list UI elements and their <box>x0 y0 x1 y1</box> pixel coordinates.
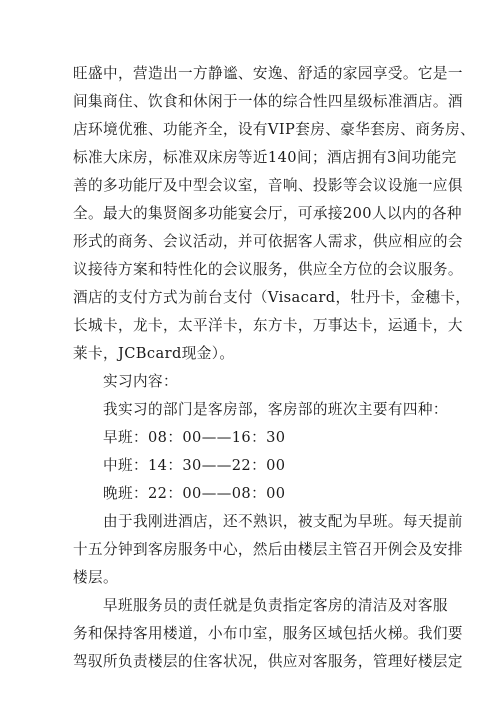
text-line: 酒店的支付方式为前台支付（Visacard，牡丹卡，金穗卡， <box>73 289 471 306</box>
text-line: 全。最大的集贤阁多功能宴会厅，可承接200人以内的各种 <box>73 205 462 222</box>
text-line: 我实习的部门是客房部，客房部的班次主要有四种： <box>103 401 448 418</box>
text-line: 驾驭所负责楼层的住客状况，供应对客服务，管理好楼层定 <box>73 653 463 670</box>
text-line: 善的多功能厅及中型会议室，音响、投影等会议设施一应俱 <box>73 177 463 194</box>
text-line: 由于我刚进酒店，还不熟识，被支配为早班。每天提前 <box>103 513 463 530</box>
shift-item: 早班：08：00——16：30 <box>103 429 286 446</box>
text-line: 议接待方案和特性化的会议服务，供应全方位的会议服务。 <box>73 261 463 278</box>
text-line: 莱卡，JCBcard现金）。 <box>73 345 235 362</box>
text-line: 长城卡，龙卡，太平洋卡，东方卡，万事达卡，运通卡，大 <box>73 317 463 334</box>
text-line: 形式的商务、会议活动，并可依据客人需求，供应相应的会 <box>73 233 463 250</box>
text-line: 早班服务员的责任就是负责指定客房的清洁及对客服 <box>103 597 448 614</box>
text-line: 旺盛中，营造出一方静谧、安逸、舒适的家园享受。它是一 <box>73 65 463 82</box>
text-line: 店环境优雅、功能齐全，设有VIP套房、豪华套房、商务房、 <box>73 121 476 138</box>
section-heading: 实习内容： <box>103 373 178 390</box>
text-line: 间集商住、饮食和休闲于一体的综合性四星级标准酒店。酒 <box>73 93 463 110</box>
shift-item: 中班：14：30——22：00 <box>103 457 286 474</box>
text-line: 十五分钟到客房服务中心，然后由楼层主管召开例会及安排 <box>73 541 463 558</box>
shift-item: 晚班：22：00——08：00 <box>103 485 286 502</box>
text-line: 标准大床房，标准双床房等近140间；酒店拥有3间功能完 <box>73 149 457 166</box>
text-line: 楼层。 <box>73 569 118 586</box>
text-line: 务和保持客用楼道，小布巾室，服务区域包括火梯。我们要 <box>73 625 463 642</box>
